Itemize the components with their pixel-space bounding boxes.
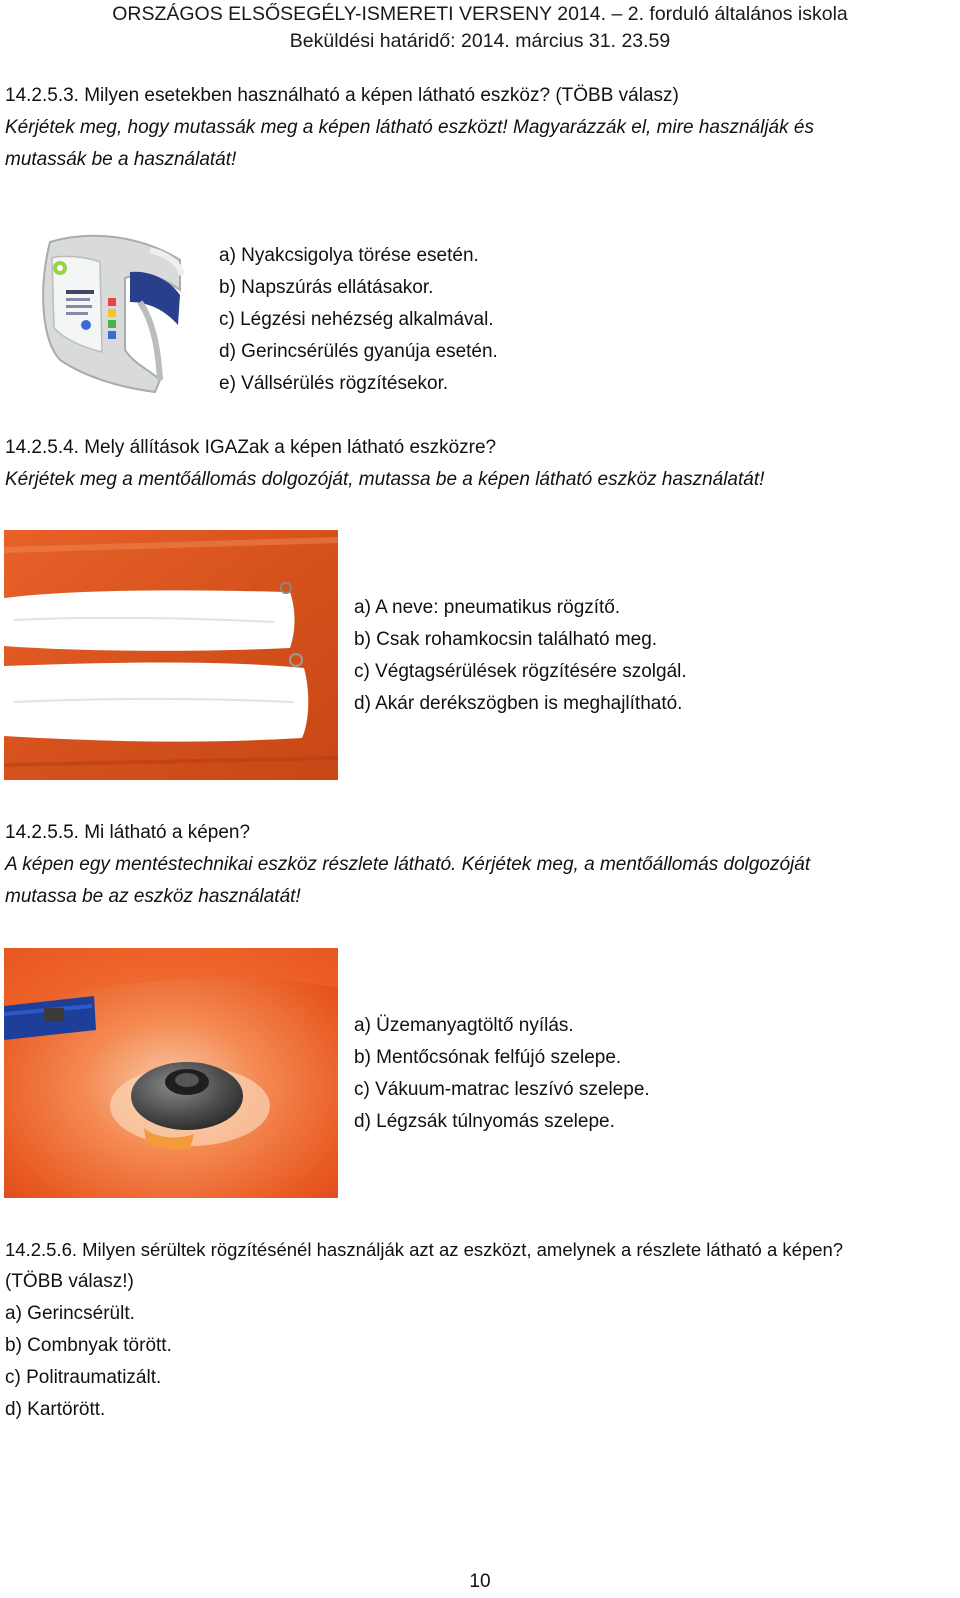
q5-option-d: d) Légzsák túlnyomás szelepe. [354,1111,615,1132]
q6-option-a: a) Gerincsérült. [5,1303,135,1324]
q4-option-d: d) Akár derékszögben is meghajlítható. [354,693,683,714]
q6-subtitle: (TÖBB válasz!) [5,1271,134,1292]
q5-title: 14.2.5.5. Mi látható a képen? [5,822,251,843]
page-number: 10 [469,1571,491,1592]
splint-image [4,530,338,780]
q5-instruction-line-2: mutassa be az eszköz használatát! [5,886,301,907]
q5-option-a: a) Üzemanyagtöltő nyílás. [354,1015,574,1036]
q3-title: 14.2.5.3. Milyen esetekben használható a képen látható eszköz? (TÖBB válasz) [5,85,679,106]
q6-option-c: c) Politraumatizált. [5,1367,162,1388]
q6-option-b: b) Combnyak törött. [5,1335,172,1356]
q5-option-b: b) Mentőcsónak felfújó szelepe. [354,1047,622,1068]
q4-option-a: a) A neve: pneumatikus rögzítő. [354,597,621,618]
q4-option-c: c) Végtagsérülések rögzítésére szolgál. [354,661,687,682]
q3-option-d: d) Gerincsérülés gyanúja esetén. [219,341,498,362]
q6-title: 14.2.5.6. Milyen sérültek rögzítésénél használják azt az eszközt, amelynek a részlete látható a képen? [5,1239,844,1260]
q5-instruction-line-1: A képen egy mentéstechnikai eszköz részlete látható. Kérjétek meg, a mentőállomás dolgozóját [5,854,811,875]
q4-title: 14.2.5.4. Mely állítások IGAZak a képen látható eszközre? [5,437,497,458]
q3-option-a: a) Nyakcsigolya törése esetén. [219,245,479,266]
valve-image [4,948,338,1198]
header-line-2: Beküldési határidő: 2014. március 31. 23.59 [289,30,671,52]
q3-option-e: e) Vállsérülés rögzítésekor. [219,373,449,394]
q3-instruction-line-1: Kérjétek meg, hogy mutassák meg a képen látható eszközt! Magyarázzák el, mire használják és [5,117,814,138]
header-line-1: ORSZÁGOS ELSŐSEGÉLY-ISMERETI VERSENY 2014. – 2. forduló általános iskola [112,3,848,25]
q4-instruction: Kérjétek meg a mentőállomás dolgozóját, mutassa be a képen látható eszköz használatát! [5,469,765,490]
q5-option-c: c) Vákuum-matrac leszívó szelepe. [354,1079,650,1100]
cervical-collar-image [30,230,190,400]
q6-option-d: d) Kartörött. [5,1399,106,1420]
q3-option-c: c) Légzési nehézség alkalmával. [219,309,494,330]
q3-instruction-line-2: mutassák be a használatát! [5,149,237,170]
q3-option-b: b) Napszúrás ellátásakor. [219,277,434,298]
q4-option-b: b) Csak rohamkocsin található meg. [354,629,658,650]
